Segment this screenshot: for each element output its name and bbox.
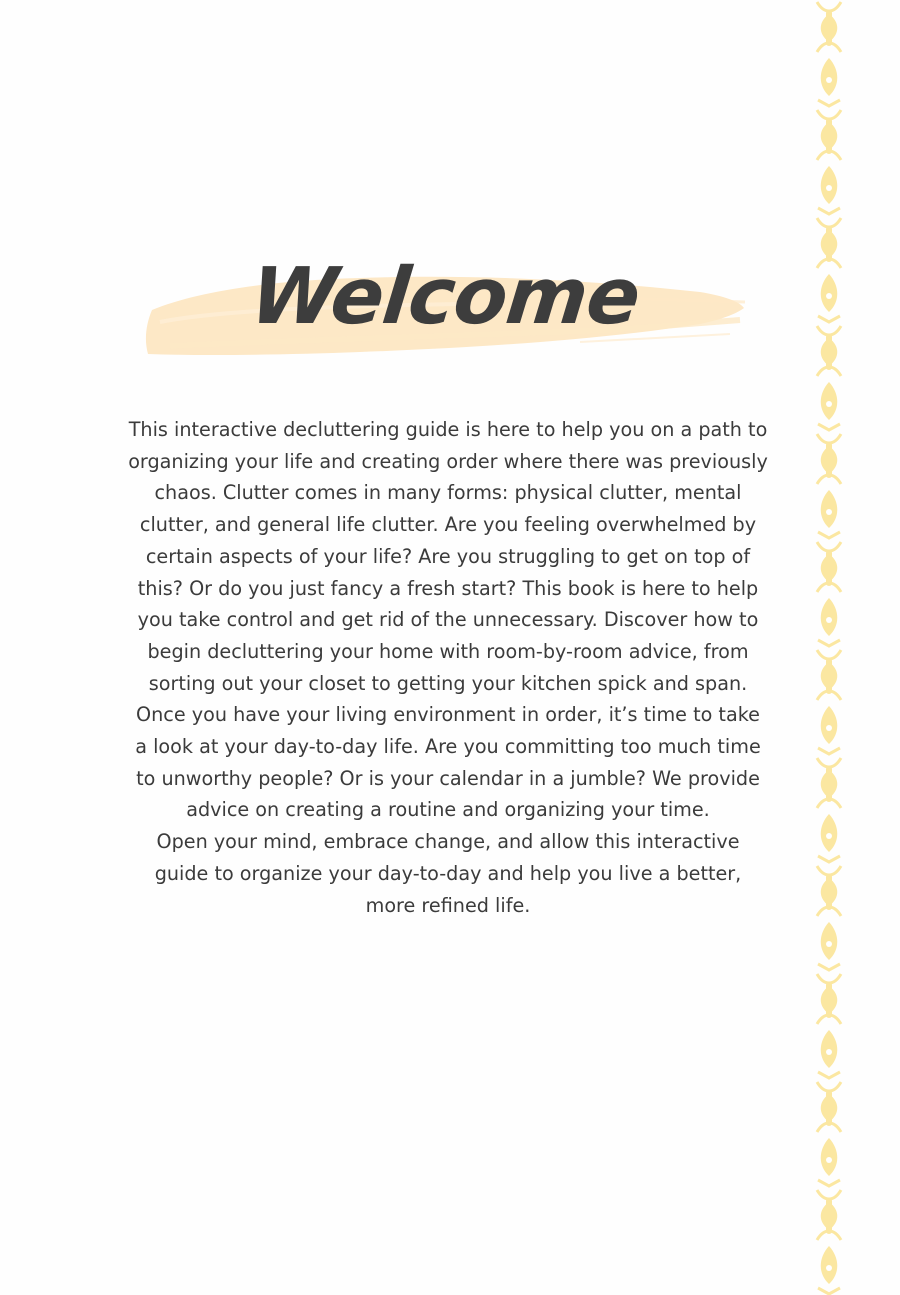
intro-paragraph-1: This interactive decluttering guide is here to help you on a path to organizing your life and creating order where there was previously chaos. Clutter comes in many forms: physical clutter, mental clutter, and general life clutter. Are you feeling overwhelmed by certain aspects of your life? Are you struggling to get on top of this? Or do you just fancy a fresh start? This book is here to help you take control and get rid of the unnecessary. Discover how to begin decluttering your home with room-by-room advice, from sorting out your closet to getting your kitchen spick and span. Once you have your living environment in order, it’s time to take a look at your day-to-day life. Are you committing too much time to unworthy people? Or is your calendar in a jumble? We provide advice on creating a routine and organizing your time. xyxy=(128,418,768,822)
title-block xyxy=(140,250,750,370)
page-title: Welcome xyxy=(246,252,644,342)
floral-pattern-icon xyxy=(814,0,844,1295)
intro-text xyxy=(128,414,768,921)
intro-paragraph-2: Open your mind, embrace change, and allow this interactive guide to organize your day-to-day and help you live a better, more refined life. xyxy=(154,830,742,917)
